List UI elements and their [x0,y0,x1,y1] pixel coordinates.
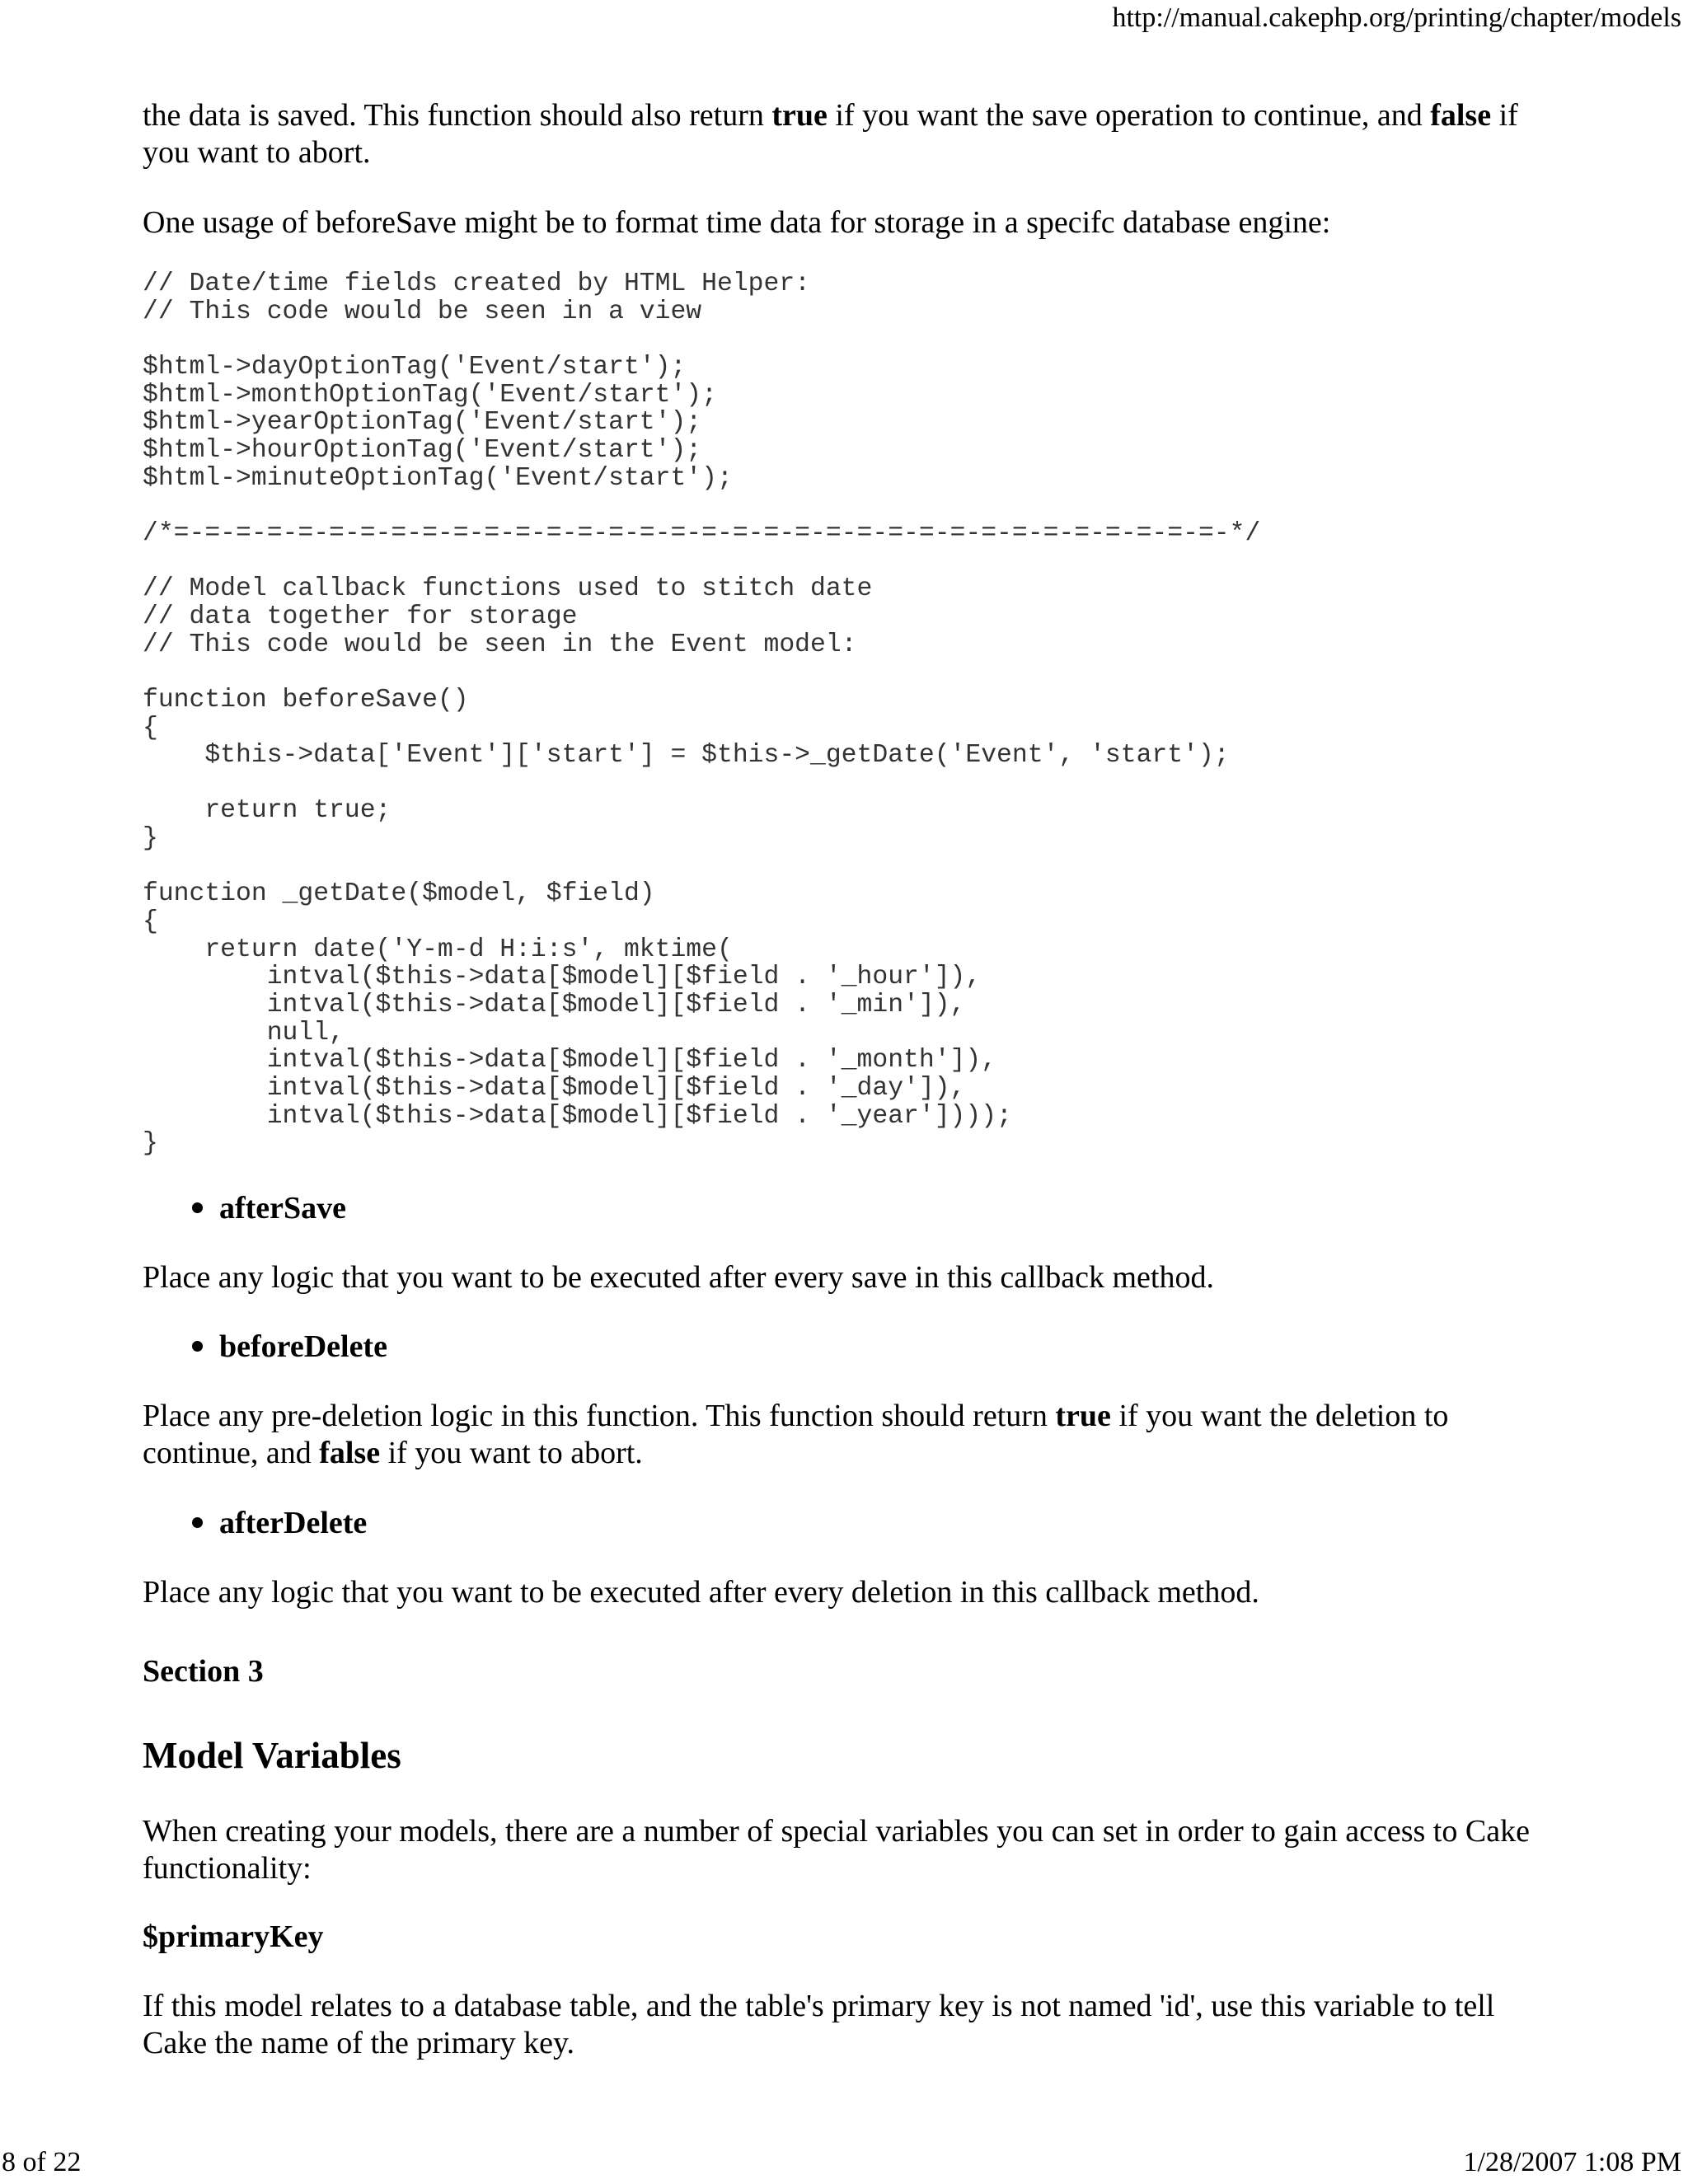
text-span: the data is saved. This function should also return [143,98,772,133]
code-line: intval($this->data[$model][$field . '_year']))); [143,1101,1012,1131]
code-line: function beforeSave() [143,685,469,715]
code-line: /*=-=-=-=-=-=-=-=-=-=-=-=-=-=-=-=-=-=-=-=-=-=-=-=-=-=-=-=-=-=-=-=-=-=-*/ [143,518,1261,548]
code-line [143,548,1260,576]
code-line: $html->dayOptionTag('Event/start'); [143,352,687,382]
bullet-aftersave [192,1190,346,1227]
code-line: $html->monthOptionTag('Event/start'); [143,380,717,410]
afterdelete-description: Place any logic that you want to be executed after every deletion in this callback method. [143,1575,1259,1610]
bullet-label: afterDelete [219,1506,368,1540]
footer-datetime: 1/28/2007 1:08 PM [1463,2147,1681,2177]
code-line: // Date/time fields created by HTML Helper: [143,269,811,298]
code-line: $html->hourOptionTag('Event/start'); [143,435,702,465]
intro-paragraph-return-value [143,97,1560,171]
code-line: $html->yearOptionTag('Event/start'); [143,408,702,438]
code-line: intval($this->data[$model][$field . '_hour']), [143,963,982,992]
bullet-beforedelete [192,1329,387,1366]
model-variables-intro: When creating your models, there are a number of special variables you can set in order to gain access to Cake functionality: [143,1814,1530,1886]
code-line: { [143,713,158,743]
code-line: return true; [143,796,392,826]
code-block [143,270,1260,1158]
keyword-false: false [319,1436,381,1470]
section-label: Section 3 [143,1654,264,1689]
bullet-label: beforeDelete [219,1329,387,1364]
bullet-dot [192,1202,203,1213]
code-line: intval($this->data[$model][$field . '_month']), [143,1046,997,1076]
text-span: if you want to abort. [380,1436,643,1470]
bullet-label: afterSave [219,1191,347,1226]
code-line: null, [143,1018,345,1047]
code-line: { [143,907,158,937]
section-heading: Model Variables [143,1735,401,1776]
code-line: $html->minuteOptionTag('Event/start'); [143,463,733,493]
code-line [143,492,1260,520]
header-url: http://manual.cakephp.org/printing/chapter/models [1112,2,1681,33]
primarykey-description: If this model relates to a database table, and the table's primary key is not named 'id', use this variable to tell Cake the name of the primary key. [143,1989,1495,2060]
intro-paragraph-beforesave-usage: One usage of beforeSave might be to format time data for storage in a specifc database engine: [143,205,1331,240]
code-line [143,853,1260,881]
code-line: // This code would be seen in a view [143,297,702,326]
keyword-true: true [1055,1399,1111,1433]
code-line: return date('Y-m-d H:i:s', mktime( [143,935,733,964]
text-span: if you want to abort. [143,98,1518,170]
code-line [143,326,1260,354]
footer-page-count: 8 of 22 [2,2147,82,2177]
code-line: intval($this->data[$model][$field . '_min']), [143,991,966,1020]
code-line: // data together for storage [143,602,578,631]
code-line: // This code would be seen in the Event model: [143,630,857,659]
bullet-afterdelete [192,1505,367,1542]
code-line: $this->data['Event']['start'] = $this->_getDate('Event', 'start'); [143,741,1230,771]
code-line: } [143,824,158,854]
beforedelete-description [143,1398,1560,1472]
code-line: } [143,1129,158,1159]
keyword-true: true [771,98,828,133]
keyword-false: false [1430,98,1492,133]
code-line: // Model callback functions used to stitch date [143,574,873,604]
text-span: Place any pre-deletion logic in this function. This function should return [143,1399,1056,1433]
code-line [143,770,1260,798]
code-line: function _getDate($model, $field) [143,879,655,909]
aftersave-description: Place any logic that you want to be executed after every save in this callback method. [143,1260,1214,1295]
bullet-dot [192,1341,203,1352]
variable-heading-primarykey: $primaryKey [143,1919,324,1954]
code-line: intval($this->data[$model][$field . '_day']), [143,1074,966,1104]
code-line [143,658,1260,687]
bullet-dot [192,1517,203,1528]
text-span: if you want the save operation to continue, and [827,98,1431,133]
text-span: if you want the deletion to continue, and [143,1399,1449,1470]
